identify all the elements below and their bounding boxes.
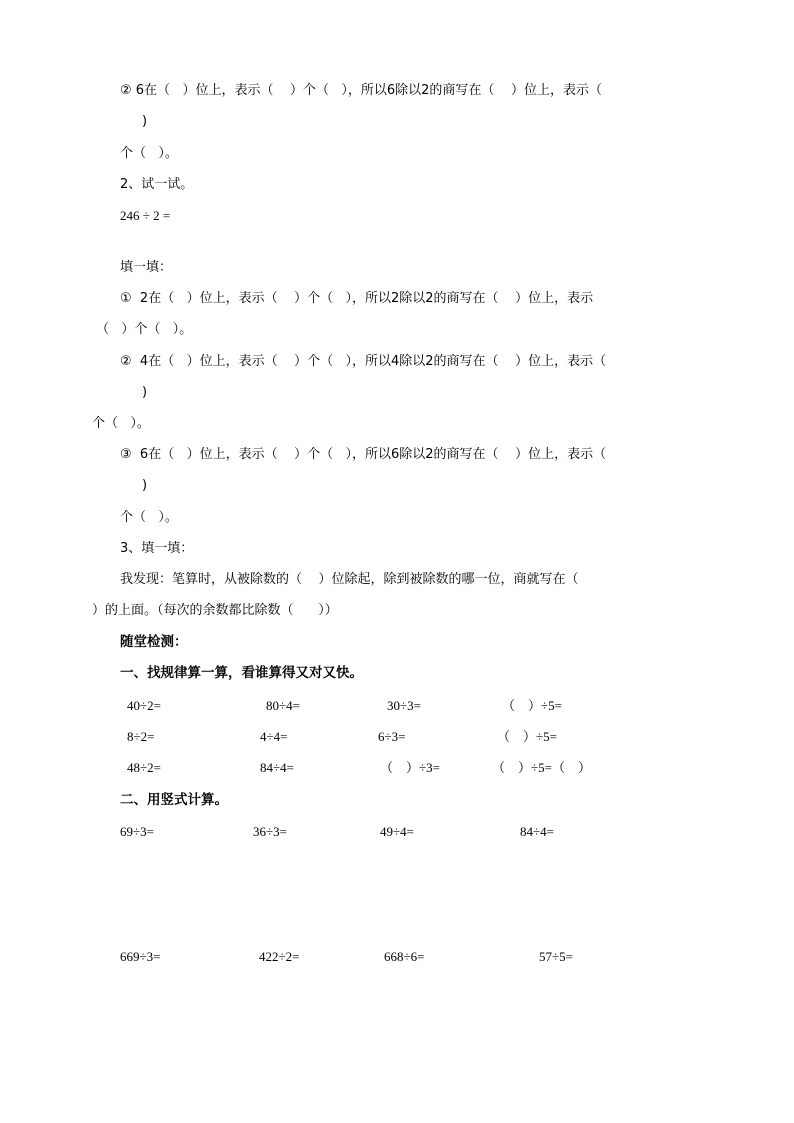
s1-item2-line2: ) [142,114,148,129]
p1-r1-c4: （ ）÷5= [502,698,562,713]
s2-item1-line2: （ ）个（ ）。 [96,322,193,337]
p1-r1-c1: 40÷2= [127,698,161,713]
p2-r1-c3: 49÷4= [380,824,414,839]
s2-item2-line1: ② 4在（ ）位上，表示（ ）个（ ），所以4除以2的商写在（ ）位上，表示（ [120,354,607,369]
p1-r1-c2: 80÷4= [266,698,300,713]
fill-heading: 填一填： [120,260,173,275]
p2-r1-c2: 36÷3= [253,824,287,839]
p1-r2-c3: 6÷3= [378,729,406,744]
section3-heading: 3、填一填： [120,541,194,556]
p2-r1-c1: 69÷3= [120,824,154,839]
section2-expression: 246 ÷ 2 = [120,208,171,223]
s2-item2-line2: ) [142,385,148,400]
p2-r2-c3: 668÷6= [384,949,425,964]
quiz-heading: 随堂检测： [120,634,188,650]
p2-r2-c2: 422÷2= [259,949,300,964]
p1-r2-c4: （ ）÷5= [497,729,557,744]
section2-heading: 2、试一试。 [120,177,194,192]
s1-item2-line1: ② 6在（ ）位上，表示（ ）个（ ），所以6除以2的商写在（ ）位上，表示（ [120,83,602,98]
s2-item1-line1: ① 2在（ ）位上，表示（ ）个（ ），所以2除以2的商写在（ ）位上，表示 [120,291,594,306]
s1-item2-line3: 个（ ）。 [120,146,178,161]
s2-item3-line2: ) [142,478,148,493]
quiz-part2-heading: 二、用竖式计算。 [120,792,228,808]
p1-r2-c2: 4÷4= [260,729,288,744]
quiz-part1-heading: 一、找规律算一算，看谁算得又对又快。 [120,665,363,681]
p1-r2-c1: 8÷2= [127,729,155,744]
p1-r3-c2: 84÷4= [260,760,294,775]
p1-r3-c3: （ ）÷3= [380,760,440,775]
section3-line2: ）的上面。（每次的余数都比除数（ ）） [92,603,338,618]
section3-line1: 我发现：笔算时，从被除数的（ ）位除起，除到被除数的哪一位，商就写在（ [120,572,579,587]
s2-item3-line1: ③ 6在（ ）位上，表示（ ）个（ ），所以6除以2的商写在（ ）位上，表示（ [120,447,607,462]
p2-r1-c4: 84÷4= [520,824,554,839]
p2-r2-c4: 57÷5= [539,949,573,964]
s2-item3-line3: 个（ ）。 [120,510,178,525]
s2-item2-line3: 个（ ）。 [92,416,150,431]
p1-r3-c1: 48÷2= [127,760,161,775]
p1-r1-c3: 30÷3= [387,698,421,713]
p2-r2-c1: 669÷3= [120,949,161,964]
p1-r3-c4: （ ）÷5=（ ） [492,760,591,775]
